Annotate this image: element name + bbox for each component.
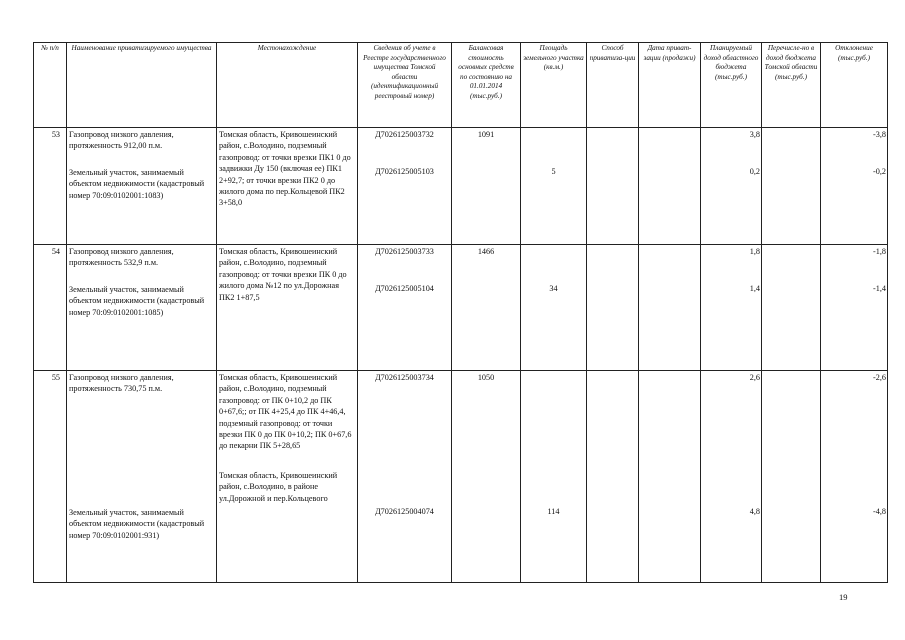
privatization-table: [33, 42, 888, 583]
registry-number-primary: Д7026125003734: [375, 373, 434, 382]
land-area-cell: [521, 128, 587, 245]
planned-income-cell: [701, 371, 762, 583]
land-area-cell: [521, 371, 587, 583]
asset-name-primary: Газопровод низкого давления, протяженность 532,9 п.м.: [69, 247, 174, 268]
land-area-value: 5: [551, 167, 556, 176]
header-cell: Сведения об учете в Реестре государственного имущества Томской области (идентификационный реестровый номер): [358, 43, 452, 128]
table-row: [34, 371, 888, 583]
planned-income-primary: 2,6: [749, 373, 760, 382]
asset-name-primary: Газопровод низкого давления, протяженность 730,75 п.м.: [69, 373, 174, 394]
registry-cell: [358, 245, 452, 371]
privatization-table-sheet: [33, 42, 887, 583]
deviation-cell: [821, 245, 888, 371]
deviation-land: -4,8: [873, 507, 886, 517]
location-land: Томская область, Кривошеинский район, с.Володино, в районе ул.Дорожной и пер.Кольцевого: [219, 470, 338, 503]
deviation-land: -0,2: [873, 167, 886, 177]
registry-number-land: Д7026125004074: [375, 507, 434, 517]
asset-name-cell: [67, 245, 217, 371]
location-primary: Томская область, Кривошеинский район, с.Володино, подземный газопровод: от ПК 0+10,2 до ПК 0+67,6;; от ПК 4+25,4 до ПК 4+46,4, подземный газопровод: от точки врезки ПК 0 до ПК 0+10,2; ПК 0+67,6 до пекарни ПК 5+28,65: [219, 373, 352, 451]
balance-value: 1050: [452, 371, 521, 583]
transferred-amount: [762, 128, 821, 245]
header-cell: Перечисле-но в доход бюджета Томской области (тыс.руб.): [762, 43, 821, 128]
location-cell: [217, 128, 358, 245]
registry-number-land: Д7026125005103: [375, 167, 434, 177]
location-cell: [217, 371, 358, 583]
registry-number-primary: Д7026125003732: [375, 130, 434, 139]
planned-income-land: 1,4: [749, 284, 760, 294]
privatization-date: [639, 371, 701, 583]
table-row: [34, 128, 888, 245]
header-cell: № п/п: [34, 43, 67, 128]
deviation-primary: -2,6: [873, 373, 886, 382]
planned-income-land: 4,8: [749, 507, 760, 517]
asset-name-land: Земельный участок, занимаемый объектом недвижимости (кадастровый номер 70:09:0102001:931): [69, 507, 205, 540]
transferred-amount: [762, 245, 821, 371]
transferred-amount: [762, 371, 821, 583]
registry-number-land: Д7026125005104: [375, 284, 434, 294]
header-cell: Способ приватиза-ции: [587, 43, 639, 128]
land-area-value: 114: [547, 507, 560, 516]
balance-value: 1466: [452, 245, 521, 371]
table-row: [34, 245, 888, 371]
deviation-cell: [821, 128, 888, 245]
privatization-method: [587, 128, 639, 245]
planned-income-primary: 1,8: [749, 247, 760, 256]
row-number: 54: [34, 245, 67, 371]
header-cell: Планируемый доход областного бюджета (тыс.руб.): [701, 43, 762, 128]
registry-number-primary: Д7026125003733: [375, 247, 434, 256]
deviation-primary: -3,8: [873, 130, 886, 139]
header-cell: Дата приват-зации (продажи): [639, 43, 701, 128]
row-number: 53: [34, 128, 67, 245]
planned-income-land: 0,2: [749, 167, 760, 177]
deviation-land: -1,4: [873, 284, 886, 294]
asset-name-land: Земельный участок, занимаемый объектом недвижимости (кадастровый номер 70:09:0102001:1083): [69, 167, 205, 200]
location-primary: Томская область, Кривошеинский район, с.Володино, подземный газопровод: от точки врезки ПК 0 до жилого дома №12 по ул.Дорожная ПК2 1+87,5: [219, 247, 347, 302]
land-area-cell: [521, 245, 587, 371]
registry-cell: [358, 371, 452, 583]
header-cell: Наименование приватизируемого имущества: [67, 43, 217, 128]
table-header-row: [34, 43, 888, 128]
location-primary: Томская область, Кривошеинский район, с.Володино, подземный газопровод: от точки врезки ПК1 0 до задвижки Ду 150 (включая ее) ПК1 2+92,7; от точки врезки ПК2 0 до жилого дома по пер.Кольцевой ПК2 3+58,0: [219, 130, 351, 208]
location-cell: [217, 245, 358, 371]
privatization-date: [639, 245, 701, 371]
planned-income-cell: [701, 245, 762, 371]
planned-income-cell: [701, 128, 762, 245]
header-cell: Площадь земельного участка (кв.м.): [521, 43, 587, 128]
asset-name-primary: Газопровод низкого давления, протяженность 912,00 п.м.: [69, 130, 174, 151]
asset-name-cell: [67, 128, 217, 245]
balance-value: 1091: [452, 128, 521, 245]
page-number: 19: [839, 592, 848, 602]
land-area-value: 34: [549, 284, 558, 293]
deviation-primary: -1,8: [873, 247, 886, 256]
privatization-date: [639, 128, 701, 245]
deviation-cell: [821, 371, 888, 583]
header-cell: Отклонение (тыс.руб.): [821, 43, 888, 128]
asset-name-cell: [67, 371, 217, 583]
privatization-method: [587, 245, 639, 371]
planned-income-primary: 3,8: [749, 130, 760, 139]
asset-name-land: Земельный участок, занимаемый объектом недвижимости (кадастровый номер 70:09:0102001:1085): [69, 284, 205, 317]
registry-cell: [358, 128, 452, 245]
privatization-method: [587, 371, 639, 583]
header-cell: Местонахождение: [217, 43, 358, 128]
header-cell: Балансовая стоимость основных средств по состоянию на 01.01.2014 (тыс.руб.): [452, 43, 521, 128]
row-number: 55: [34, 371, 67, 583]
